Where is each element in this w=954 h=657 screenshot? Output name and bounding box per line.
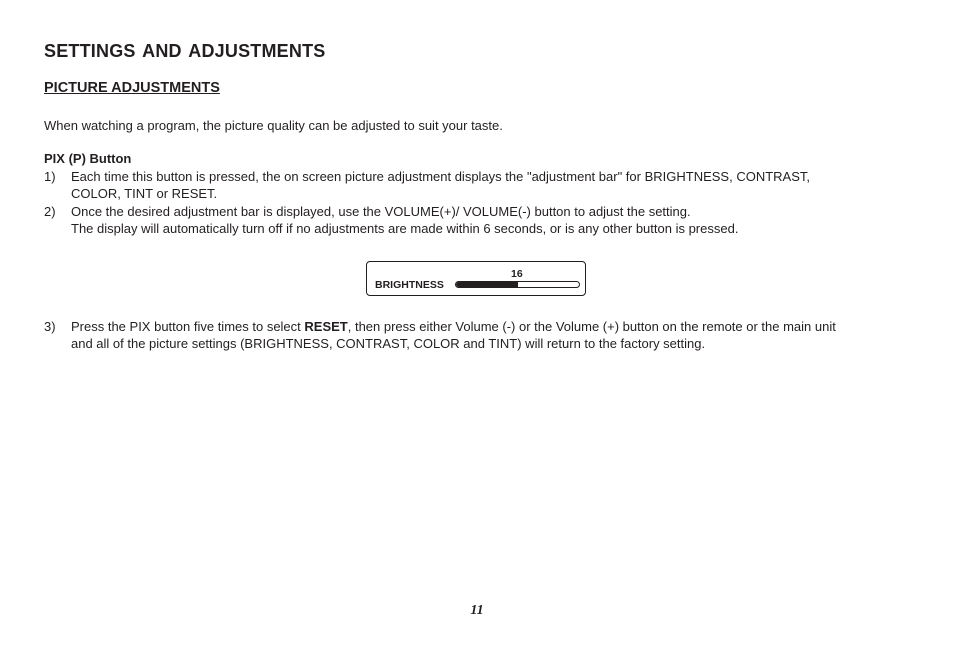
step-text-segment: , then press either Volume (-) or the Volume (+) button on the remote or the main unit [347,319,836,334]
step-text-line: The display will automatically turn off if no adjustments are made within 6 seconds, or is any other button is pressed. [71,221,739,236]
osd-bar-fill [456,282,518,287]
step-text-line: COLOR, TINT or RESET. [71,186,218,201]
brightness-osd-illustration [366,261,586,296]
step-number: 3) [44,319,56,334]
button-heading: PIX (P) Button [44,151,132,166]
section-heading: PICTURE ADJUSTMENTS [44,80,220,96]
osd-adjustment-bar [455,281,580,288]
page-heading: SETTINGS AND ADJUSTMENTS [44,41,326,61]
step-number: 1) [44,169,56,184]
step-text-segment: Press the PIX button five times to select [71,319,305,334]
intro-paragraph: When watching a program, the picture quality can be adjusted to suit your taste. [44,118,503,133]
osd-value: 16 [511,268,523,280]
reset-keyword: RESET [304,319,348,334]
osd-label: BRIGHTNESS [375,279,444,291]
step-text-line: Each time this button is pressed, the on screen picture adjustment displays the "adjustment bar" for BRIGHTNESS, CONTRAST, [71,169,810,184]
step-text-line: and all of the picture settings (BRIGHTNESS, CONTRAST, COLOR and TINT) will return to the factory setting. [71,336,706,351]
step-text-line [71,318,909,335]
page-number: 11 [470,603,484,618]
step-number: 2) [44,204,56,219]
step-text-line: Once the desired adjustment bar is displayed, use the VOLUME(+)/ VOLUME(-) button to adjust the setting. [71,204,691,219]
